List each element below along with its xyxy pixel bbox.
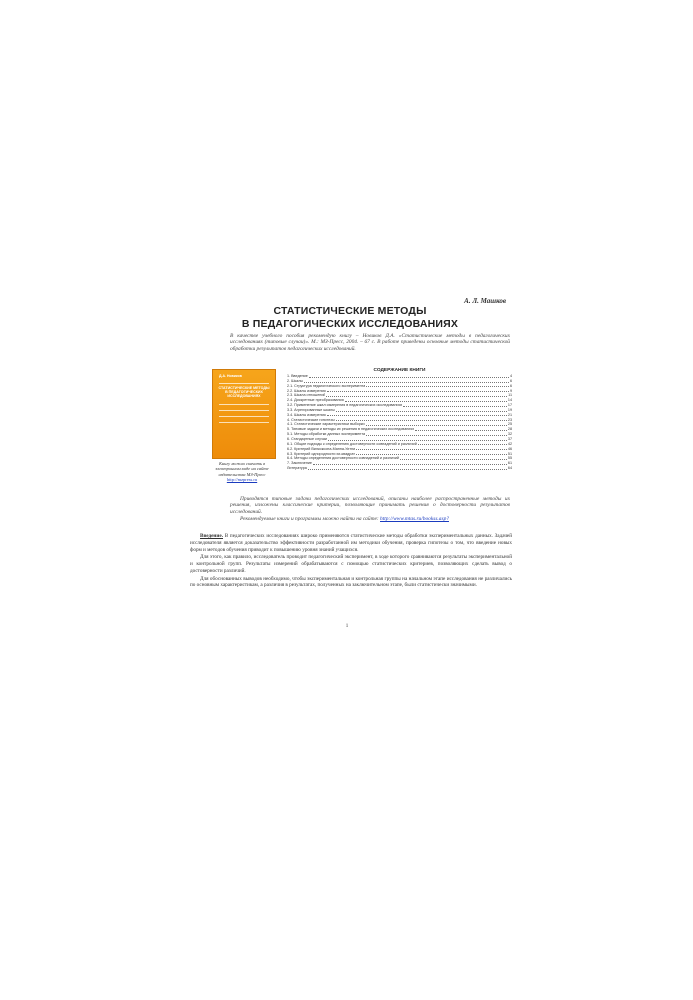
toc-leader-dots [327, 391, 509, 392]
toc-entry-title: Литература [287, 466, 307, 471]
toc-leader-dots [308, 469, 507, 470]
toc-leader-dots [304, 382, 509, 383]
toc-entry-page: 6 [509, 383, 512, 388]
page-number: 1 [345, 624, 349, 629]
toc-entry-title: 2.1. Структура педагогического эксперимента [287, 383, 366, 388]
book-caption-text: Книгу можно скачать в электронном виде на сайте издательства МЗ-Пресс [215, 461, 269, 477]
toc-leader-dots [366, 435, 507, 436]
toc-entry-page: 4 [509, 374, 512, 378]
book-cover-title: СТАТИСТИЧЕСКИЕ МЕТОДЫ В ПЕДАГОГИЧЕСКИХ ИССЛЕДОВАНИЯХ [218, 386, 270, 399]
intro-paragraph: В качестве учебного пособия рекомендую книгу – Новиков Д.А. «Статистические методы в педагогических исследованиях (типовые случаи)». М.: МЗ-Пресс, 2004. – 67 с. В работе приведены основные методы статистической обработки результатов педагогических исследований. [230, 333, 510, 352]
post-toc-section [230, 496, 510, 524]
toc-entry-title: 3.2. Применение шкал измерения в педагогических исследованиях [287, 403, 403, 408]
toc-entry-page: 46 [507, 446, 512, 451]
toc-entry-title: 3.4. Шкалы измерения [287, 412, 326, 417]
toc-entry-title: 2. Шкалы [287, 378, 304, 383]
book-cover-image [212, 369, 276, 459]
section-lead-word: Введение. [200, 533, 223, 539]
book-download-link[interactable]: http://mzpress.ru [226, 476, 258, 482]
toc-entry-title: 4. Статистические гипотезы [287, 417, 335, 422]
toc-leader-dots [313, 464, 507, 465]
table-of-contents [287, 368, 512, 471]
toc-entry-title: 6. Стандартные случаи [287, 436, 327, 441]
toc-entry-page: 19 [507, 407, 512, 412]
toc-entry-page: 17 [507, 403, 512, 408]
toc-entry-title: 2.2. Шкалы измерения [287, 388, 326, 393]
toc-leader-dots [366, 425, 507, 426]
toc-entry-page: 28 [507, 427, 512, 432]
toc-heading: СОДЕРЖАНИЕ КНИГИ [373, 368, 426, 373]
toc-entry-title: 7. Заключение [287, 461, 312, 466]
toc-entry-page: 42 [507, 441, 512, 446]
author-name: А. Л. Машков [464, 297, 506, 305]
toc-leader-dots [356, 454, 507, 455]
toc-leader-dots [309, 377, 509, 378]
book-cover-author: Д.А. Новиков [219, 374, 242, 378]
toc-leader-dots [327, 415, 507, 416]
toc-entry-page: 64 [507, 466, 512, 471]
body-paragraph: Для этого, как правило, исследователь проводит педагогический эксперимент, в ходе которого сравниваются результаты экспериментальной и контрольной групп. Результаты измерений обрабатываются с помощью статистических критериев, позволяющих сделать вывод о достоверности различий. [190, 554, 512, 574]
body-paragraph: Для обоснованных выводов необходимо, чтобы экспериментальная и контрольная группы на начальном этапе исследования не различались по основным характеристикам, а различия в результатах, полученных на заключительном этапе, были статистически значимыми. [190, 575, 512, 589]
toc-entry-page: 61 [507, 461, 512, 466]
toc-entry-page: 21 [507, 412, 512, 417]
toc-entry-title: 3.3. Агрегированные шкалы [287, 407, 335, 412]
resource-text: Рекомендуемые книги и программы можно найти на сайте: [240, 516, 379, 523]
document-title [190, 305, 510, 331]
toc-leader-dots [366, 386, 509, 387]
toc-entry-page: 9 [509, 388, 512, 393]
toc-entry-title: 6.3. Критерий однородности хи-квадрат [287, 451, 355, 456]
toc-entry-title: 1. Введение [287, 374, 308, 378]
post-toc-paragraph: Приводятся типовые задачи педагогических исследований, описаны наиболее распространенные методы их решения, изложены классические критерии, позволяющие принимать решения о достоверности результатов исследований. [230, 496, 510, 515]
toc-entry-title: 4.1. Статистические характеристики выборки [287, 422, 365, 427]
main-text [190, 533, 512, 590]
toc-entry-page: 11 [508, 393, 512, 398]
toc-entry-page: 37 [507, 436, 512, 441]
toc-leader-dots [415, 430, 507, 431]
toc-entry-title: 5.1. Методы обработки данных эксперимента [287, 432, 366, 437]
toc-leader-dots [400, 459, 507, 460]
toc-entry-title: 5. Типовые задачи и методы их решения в педагогических исследованиях [287, 427, 415, 432]
toc-leader-dots [418, 444, 507, 445]
book-cover-divider [219, 416, 269, 417]
toc-entry-page: 51 [507, 451, 512, 456]
body-paragraph [190, 533, 512, 553]
title-line-2: В ПЕДАГОГИЧЕСКИХ ИССЛЕДОВАНИЯХ [241, 318, 459, 330]
toc-leader-dots [336, 420, 507, 421]
book-cover-divider [219, 422, 269, 423]
toc-leader-dots [345, 401, 507, 402]
toc-entry-page: 25 [507, 422, 512, 427]
toc-entry-title: 6.4. Методы определения достоверности совпадений и различий [287, 456, 399, 461]
body-paragraph-text: В педагогических исследованиях широко применяются статистические методы обработки экспериментальных данных. Задачей исследователя является доказательство эффективности разработанной им методики обучения, проверка гипотезы о том, что введение новых форм и методов обучения приводит к повышению уровня знаний учащихся. [190, 533, 513, 553]
title-line-1: СТАТИСТИЧЕСКИЕ МЕТОДЫ [273, 305, 427, 317]
toc-list [287, 374, 512, 471]
resource-link[interactable]: http://www.mtas.ru/bookss.asp? [380, 516, 449, 523]
book-caption [206, 461, 278, 482]
book-cover-divider [219, 410, 269, 411]
toc-leader-dots [336, 411, 507, 412]
toc-leader-dots [328, 440, 507, 441]
toc-entry-title: 2.4. Дискретные преобразования [287, 398, 344, 403]
post-toc-paragraph [230, 516, 510, 522]
toc-entry-title: 6.2. Критерий Вилкоксона-Манна-Уитни [287, 446, 356, 451]
toc-leader-dots [326, 396, 507, 397]
book-cover-divider [219, 404, 269, 405]
book-cover-divider [219, 383, 269, 384]
toc-entry-page: 32 [507, 432, 512, 437]
toc-entry-page: 6 [509, 378, 512, 383]
toc-entry-page: 55 [507, 456, 512, 461]
toc-entry-page: 14 [507, 398, 512, 403]
toc-leader-dots [403, 406, 506, 407]
toc-entry-page: 23 [507, 417, 512, 422]
toc-entry-title: 6.1. Общие подходы к определению достоверности совпадений и различий [287, 441, 417, 446]
toc-entry-title: 2.3. Шкала отношений [287, 393, 326, 398]
toc-leader-dots [356, 449, 507, 450]
toc-entry[interactable] [287, 466, 512, 471]
